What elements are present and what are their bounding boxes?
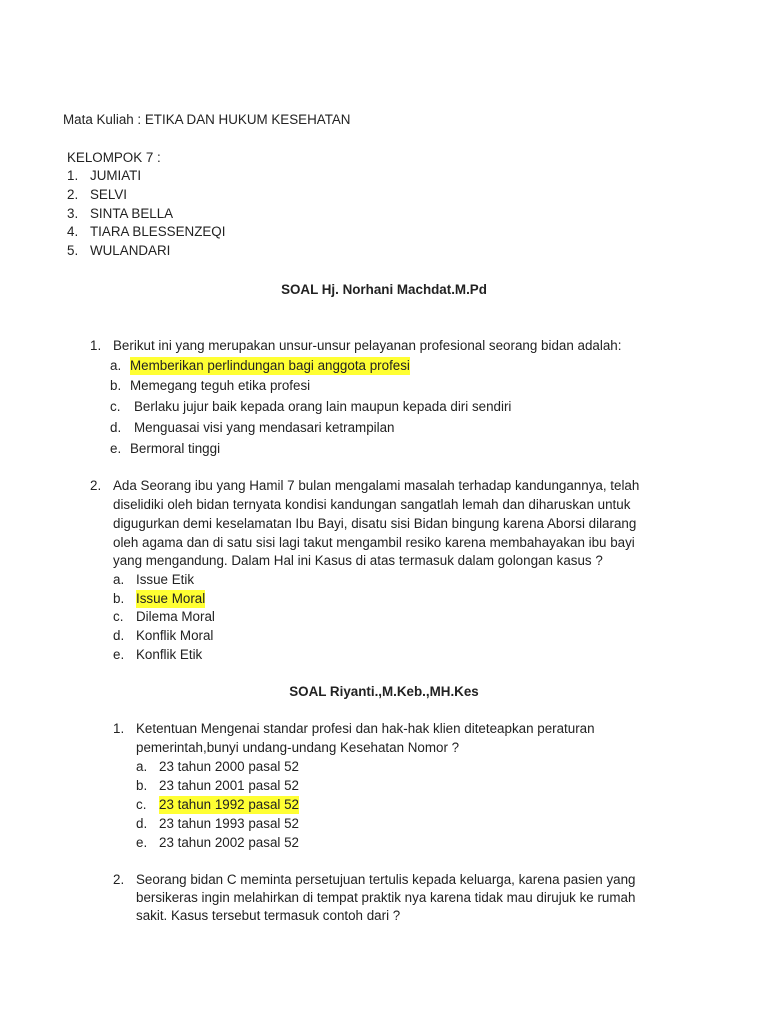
option-text-answer: Memberikan perlindungan bagi anggota profesi — [130, 358, 410, 373]
question-text: diselidiki oleh bidan ternyata kondisi kandungan sangatlah lemah dan diharuskan untuk — [113, 497, 631, 512]
option-text: Menguasai visi yang mendasari ketrampilan — [134, 420, 395, 435]
option-letter: d. — [113, 628, 125, 643]
question-number: 2. — [113, 872, 125, 887]
option-letter: c. — [136, 797, 147, 812]
question-text: Ada Seorang ibu yang Hamil 7 bulan mengalami masalah terhadap kandungannya, telah — [113, 478, 640, 493]
section-title: SOAL Riyanti.,M.Keb.,MH.Kes — [289, 684, 479, 699]
question-number: 1. — [90, 338, 102, 353]
option-letter: c. — [113, 609, 124, 624]
option-letter: b. — [136, 778, 148, 793]
group-label: KELOMPOK 7 : — [67, 150, 161, 165]
option-letter: d. — [136, 816, 148, 831]
option-letter: d. — [110, 420, 122, 435]
member-number: 3. — [67, 206, 79, 221]
option-text: 23 tahun 2002 pasal 52 — [159, 835, 299, 850]
option-text: Dilema Moral — [136, 609, 215, 624]
option-letter: e. — [136, 835, 148, 850]
option-letter: b. — [110, 378, 122, 393]
question-text: oleh agama dan di satu sisi lagi takut mengambil resiko karena membahayakan ibu bayi — [113, 535, 635, 550]
option-text: Bermoral tinggi — [130, 441, 221, 456]
member-name: TIARA BLESSENZEQI — [90, 224, 226, 239]
member-number: 1. — [67, 168, 79, 183]
option-text: 23 tahun 2001 pasal 52 — [159, 778, 299, 793]
option-letter: a. — [136, 759, 148, 774]
option-letter: a. — [110, 358, 122, 373]
option-text: Konflik Moral — [136, 628, 214, 643]
question-text: pemerintah,bunyi undang-undang Kesehatan Nomor ? — [136, 740, 460, 755]
option-text: Issue Etik — [136, 572, 195, 587]
question-number: 2. — [90, 478, 102, 493]
course-line: Mata Kuliah : ETIKA DAN HUKUM KESEHATAN — [63, 112, 351, 127]
question-text: Ketentuan Mengenai standar profesi dan hak-hak klien diteteapkan peraturan — [136, 721, 595, 736]
option-text: Berlaku jujur baik kepada orang lain maupun kepada diri sendiri — [134, 399, 512, 414]
option-letter: a. — [113, 572, 125, 587]
option-text: Konflik Etik — [136, 647, 203, 662]
question-text: Seorang bidan C meminta persetujuan tertulis kepada keluarga, karena pasien yang — [136, 872, 636, 887]
question-text: bersikeras ingin melahirkan di tempat praktik nya karena tidak mau dirujuk ke rumah — [136, 890, 636, 905]
option-letter: b. — [113, 591, 125, 606]
option-text-answer: 23 tahun 1992 pasal 52 — [159, 797, 299, 812]
question-text: Berikut ini yang merupakan unsur-unsur pelayanan profesional seorang bidan adalah: — [113, 338, 622, 353]
option-text: 23 tahun 1993 pasal 52 — [159, 816, 299, 831]
option-text-answer: Issue Moral — [136, 591, 206, 606]
option-letter: e. — [110, 441, 122, 456]
member-name: SINTA BELLA — [90, 206, 174, 221]
member-number: 5. — [67, 243, 79, 258]
option-text: Memegang teguh etika profesi — [130, 378, 311, 393]
member-number: 4. — [67, 224, 79, 239]
member-name: JUMIATI — [90, 168, 142, 183]
question-text: sakit. Kasus tersebut termasuk contoh dari ? — [136, 908, 401, 923]
question-number: 1. — [113, 721, 125, 736]
question-text: yang mengandung. Dalam Hal ini Kasus di atas termasuk dalam golongan kasus ? — [113, 553, 603, 568]
option-letter: e. — [113, 647, 125, 662]
section-title: SOAL Hj. Norhani Machdat.M.Pd — [281, 282, 487, 297]
member-name: WULANDARI — [90, 243, 171, 258]
option-text: 23 tahun 2000 pasal 52 — [159, 759, 299, 774]
option-letter: c. — [110, 399, 121, 414]
member-name: SELVI — [90, 187, 127, 202]
member-number: 2. — [67, 187, 79, 202]
question-text: digugurkan demi keselamatan Ibu Bayi, disatu sisi Bidan bingung karena Aborsi dilarang — [113, 516, 637, 531]
